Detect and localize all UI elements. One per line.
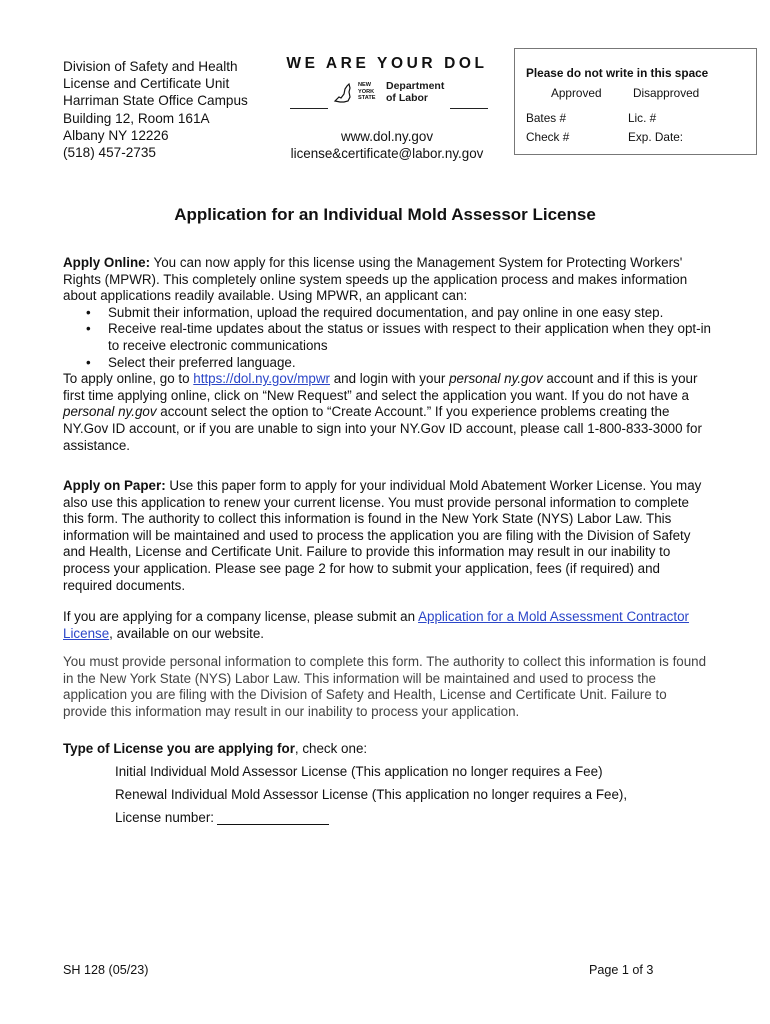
- apply-online-label: Apply Online:: [63, 255, 151, 270]
- mpwr-link[interactable]: https://dol.ny.gov/mpwr: [193, 371, 330, 387]
- dept-of-labor-wordmark: Department of Labor: [386, 80, 445, 104]
- dol-logo: [276, 75, 498, 109]
- form-id: SH 128 (05/23): [63, 963, 149, 977]
- form-title: Application for an Individual Mold Assessor License: [174, 205, 596, 224]
- apply-paper-label: Apply on Paper:: [63, 478, 166, 493]
- page-number: Page 1 of 3: [589, 963, 654, 977]
- exp-date-label: Exp. Date:: [628, 130, 684, 144]
- ny-state-wordmark: NEW YORK STATE: [358, 82, 376, 101]
- apply-paper-text: Use this paper form to apply for your individual Mold Abatement Worker License. You may also use this application to renew your current license. You must provide personal information to complete this form. The authority to collect this information is found in the New York State (NYS) Labor Law. This information will be maintained and used to process the application you are filing with the Division of Safety and Health, License and Certificate Unit. Failure to provide this information may result in our inability to process your application. Please see page 2 for how to submit your application, fees (if required) and required documents.: [63, 478, 702, 593]
- apply-online-intro: Apply Online: You can now apply for this license using the Management System for Protecting Workers' Rights (MPWR). This completely online system speeds up the application process and makes information about applications readily available. Using MPWR, an applicant can:: [63, 255, 688, 304]
- logo-rule-left: [290, 108, 328, 109]
- apply-online-section: [63, 255, 711, 454]
- list-item: • Receive real-time updates about the status or issues with respect to their application when they opt-in to receive electronic communications: [108, 321, 711, 354]
- office-use-box: [514, 48, 757, 155]
- license-number-field[interactable]: [217, 811, 329, 825]
- address-line: License and Certificate Unit: [63, 76, 230, 92]
- address-line: Harriman State Office Campus: [63, 93, 248, 109]
- apply-paper-section: [63, 478, 711, 594]
- check-label: Check #: [526, 130, 570, 144]
- list-item: • Submit their information, upload the required documentation, and pay online in one easy step.: [108, 305, 711, 322]
- ny-state-shape-icon: [332, 81, 354, 105]
- privacy-notice: You must provide personal information to complete this form. The authority to collect this information is found in the New York State (NYS) Labor Law. This information will be maintained and used to process the application you are filing with the Division of Safety and Health, License and Certificate Unit. Failure to provide this information may result in our inability to process your application.: [63, 654, 707, 719]
- dol-tagline: WE ARE YOUR DOL: [286, 55, 488, 72]
- license-type-heading: Type of License you are applying for, check one:: [63, 741, 368, 756]
- approved-label: Approved: [551, 86, 602, 100]
- mpwr-benefits-list: [63, 305, 711, 371]
- apply-online-instructions: To apply online, go to https://dol.ny.gov/mpwr and login with your personal ny.gov account and if this is your first time applying online, click on “New Request” and select the application you want. If you do not have a personal ny.gov account select the option to “Create Account.” If you experience problems creating the NY.Gov ID account, or if you are unable to sign into your NY.Gov ID account, please call 1-800-833-3000 for assistance.: [63, 371, 702, 453]
- license-number-label: License number:: [115, 810, 214, 825]
- dol-brand: [276, 55, 498, 162]
- renewal-license-option[interactable]: Renewal Individual Mold Assessor License (This application no longer requires a Fee),: [115, 787, 628, 802]
- initial-license-option[interactable]: Initial Individual Mold Assessor License (This application no longer requires a Fee): [115, 764, 603, 779]
- address-line: Albany NY 12226: [63, 127, 169, 143]
- license-number-row: [115, 810, 329, 825]
- contact-links: [276, 128, 498, 162]
- website-link[interactable]: www.dol.ny.gov: [340, 129, 434, 144]
- company-license-note: If you are applying for a company license, please submit an Application for a Mold Assessment Contractor License, available on our website.: [63, 609, 689, 641]
- unit-address: [63, 58, 248, 161]
- logo-rule-right: [450, 108, 488, 109]
- address-line: Building 12, Room 161A: [63, 110, 210, 126]
- address-phone: (518) 457-2735: [63, 145, 156, 161]
- disapproved-label: Disapproved: [633, 86, 700, 100]
- list-item: • Select their preferred language.: [108, 355, 711, 372]
- contractor-application-link[interactable]: Application for a Mold Assessment Contractor License: [63, 609, 689, 641]
- lic-label: Lic. #: [628, 111, 657, 125]
- email-link[interactable]: license&certificate@labor.ny.gov: [290, 146, 484, 161]
- bates-label: Bates #: [526, 111, 567, 125]
- address-line: Division of Safety and Health: [63, 59, 238, 74]
- office-use-heading: Please do not write in this space: [526, 66, 709, 80]
